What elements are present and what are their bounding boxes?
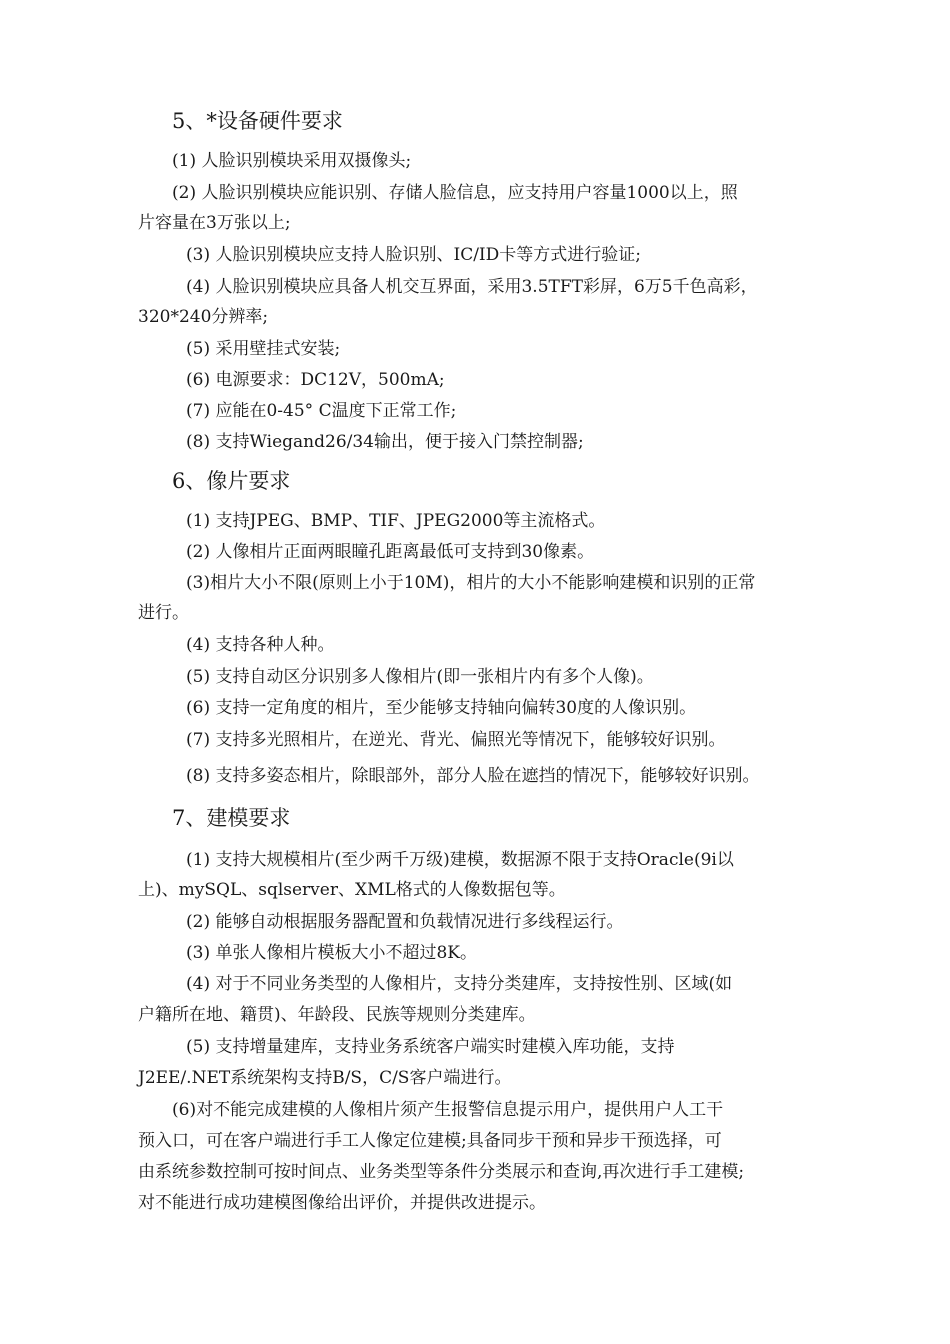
section-7-item-4: (4) 对于不同业务类型的人像相片，支持分类建库，支持按性别、区域(如 xyxy=(186,974,733,994)
section-6-item-3: (3)相片大小不限(原则上小于10M)，相片的大小不能影响建模和识别的正常 xyxy=(186,573,756,593)
section-5-item-5: (5) 采用壁挂式安装; xyxy=(186,339,341,359)
section-6-item-6: (6) 支持一定角度的相片，至少能够支持轴向偏转30度的人像识别。 xyxy=(186,698,697,718)
section-5-item-2: (2) 人脸识别模块应能识别、存储人脸信息，应支持用户容量1000以上，照 xyxy=(172,183,738,203)
section-7-item-5-cont: J2EE/.NET系统架构支持B/S，C/S客户端进行。 xyxy=(138,1068,512,1088)
section-5-item-4-cont: 320*240分辨率; xyxy=(138,307,269,327)
section-6-item-8: (8) 支持多姿态相片，除眼部外，部分人脸在遮挡的情况下，能够较好识别。 xyxy=(186,766,760,786)
section-6-item-4: (4) 支持各种人种。 xyxy=(186,635,335,655)
section-6-heading: 6、像片要求 xyxy=(172,469,291,493)
section-7-item-6-cont-2: 由系统参数控制可按时间点、业务类型等条件分类展示和查询,再次进行手工建模; xyxy=(138,1162,745,1182)
section-5-item-3: (3) 人脸识别模块应支持人脸识别、IC/ID卡等方式进行验证; xyxy=(186,245,642,265)
section-7-item-3: (3) 单张人像相片模板大小不超过8K。 xyxy=(186,943,477,963)
section-5-item-4: (4) 人脸识别模块应具备人机交互界面，采用3.5TFT彩屏，6万5千色高彩， xyxy=(186,277,758,297)
section-5-item-6: (6) 电源要求：DC12V，500mA; xyxy=(186,370,445,390)
section-7-heading: 7、建模要求 xyxy=(172,806,291,830)
section-7-item-6: (6)对不能完成建模的人像相片须产生报警信息提示用户，提供用户人工干 xyxy=(172,1100,724,1120)
section-6-item-2: (2) 人像相片正面两眼瞳孔距离最低可支持到30像素。 xyxy=(186,542,595,562)
section-5-item-2-cont: 片容量在3万张以上; xyxy=(138,213,291,233)
section-5-heading: 5、*设备硬件要求 xyxy=(172,109,343,133)
section-7-item-2: (2) 能够自动根据服务器配置和负载情况进行多线程运行。 xyxy=(186,912,624,932)
section-5-item-1: (1) 人脸识别模块采用双摄像头; xyxy=(172,151,412,171)
section-6-item-7: (7) 支持多光照相片，在逆光、背光、偏照光等情况下，能够较好识别。 xyxy=(186,730,726,750)
section-7-item-1-cont: 上)、mySQL、sqlserver、XML格式的人像数据包等。 xyxy=(138,880,566,900)
section-7-item-6-cont-3: 对不能进行成功建模图像给出评价，并提供改进提示。 xyxy=(138,1193,546,1213)
section-5-item-8: (8) 支持Wiegand26/34输出，便于接入门禁控制器; xyxy=(186,432,584,452)
section-7-item-4-cont: 户籍所在地、籍贯)、年龄段、民族等规则分类建库。 xyxy=(138,1005,536,1025)
section-7-item-6-cont-1: 预入口，可在客户端进行手工人像定位建模;具备同步干预和异步干预选择，可 xyxy=(138,1131,722,1151)
section-6-item-5: (5) 支持自动区分识别多人像相片(即一张相片内有多个人像)。 xyxy=(186,667,654,687)
section-5-item-7: (7) 应能在0-45° C温度下正常工作; xyxy=(186,401,457,421)
section-7-item-1: (1) 支持大规模相片(至少两千万级)建模，数据源不限于支持Oracle(9i以 xyxy=(186,850,734,870)
section-6-item-3-cont: 进行。 xyxy=(138,603,189,623)
section-7-item-5: (5) 支持增量建库，支持业务系统客户端实时建模入库功能，支持 xyxy=(186,1037,675,1057)
section-6-item-1: (1) 支持JPEG、BMP、TIF、JPEG2000等主流格式。 xyxy=(186,511,606,531)
